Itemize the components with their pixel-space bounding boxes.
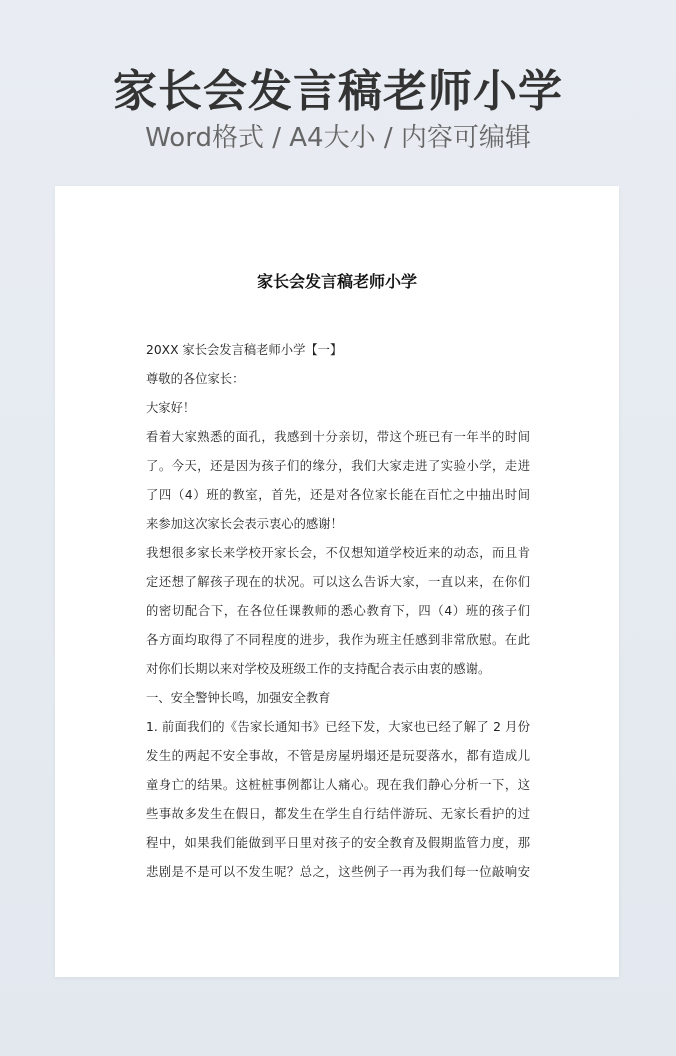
paragraph-line: 些事故多发生在假日，都发生在学生自行结伴游玩、无家长看护的过 — [146, 807, 530, 821]
paragraph-line: 发生的两起不安全事故，不管是房屋坍塌还是玩耍落水，都有造成儿 — [146, 749, 530, 763]
paragraph-line: 对你们长期以来对学校及班级工作的支持配合表示由衷的感谢。 — [146, 662, 491, 676]
doc-heading-line: 20XX 家长会发言稿老师小学【一】 — [146, 343, 343, 357]
paragraph-line: 来参加这次家长会表示衷心的感谢！ — [146, 517, 343, 531]
document-title: 家长会发言稿老师小学 — [256, 272, 417, 291]
banner-title: 家长会发言稿老师小学 — [113, 66, 563, 117]
paragraph-line: 悲剧是不是可以不发生呢？总之，这些例子一再为我们每一位敲响安 — [146, 865, 530, 879]
paragraph-line: 了。今天，还是因为孩子们的缘分，我们大家走进了实验小学，走进 — [146, 459, 530, 473]
document-page — [55, 186, 619, 977]
paragraph-line: 了四（4）班的教室，首先，还是对各位家长能在百忙之中抽出时间 — [146, 488, 530, 502]
paragraph-line: 定还想了解孩子现在的状况。可以这么告诉大家，一直以来，在你们 — [146, 575, 530, 589]
paragraph-line: 童身亡的结果。这桩桩事例都让人痛心。现在我们静心分析一下，这 — [146, 778, 530, 792]
paragraph-line: 1. 前面我们的《告家长通知书》已经下发，大家也已经了解了 2 月份 — [146, 720, 530, 734]
paragraph-line: 看着大家熟悉的面孔，我感到十分亲切，带这个班已有一年半的时间 — [146, 430, 530, 444]
paragraph-line: 程中，如果我们能做到平日里对孩子的安全教育及假期监管力度，那 — [146, 836, 530, 850]
paragraph-line: 我想很多家长来学校开家长会，不仅想知道学校近来的动态，而且肯 — [146, 546, 530, 560]
document-body — [146, 336, 530, 887]
greeting-line: 尊敬的各位家长： — [146, 372, 245, 386]
greeting-line: 大家好！ — [146, 401, 196, 415]
paragraph-line: 各方面均取得了不同程度的进步，我作为班主任感到非常欣慰。在此 — [146, 633, 530, 647]
paragraph-line: 的密切配合下，在各位任课教师的悉心教育下，四（4）班的孩子们 — [146, 604, 530, 618]
section-heading: 一、安全警钟长鸣，加强安全教育 — [146, 691, 331, 705]
banner-subtitle: Word格式 / A4大小 / 内容可编辑 — [145, 123, 531, 153]
